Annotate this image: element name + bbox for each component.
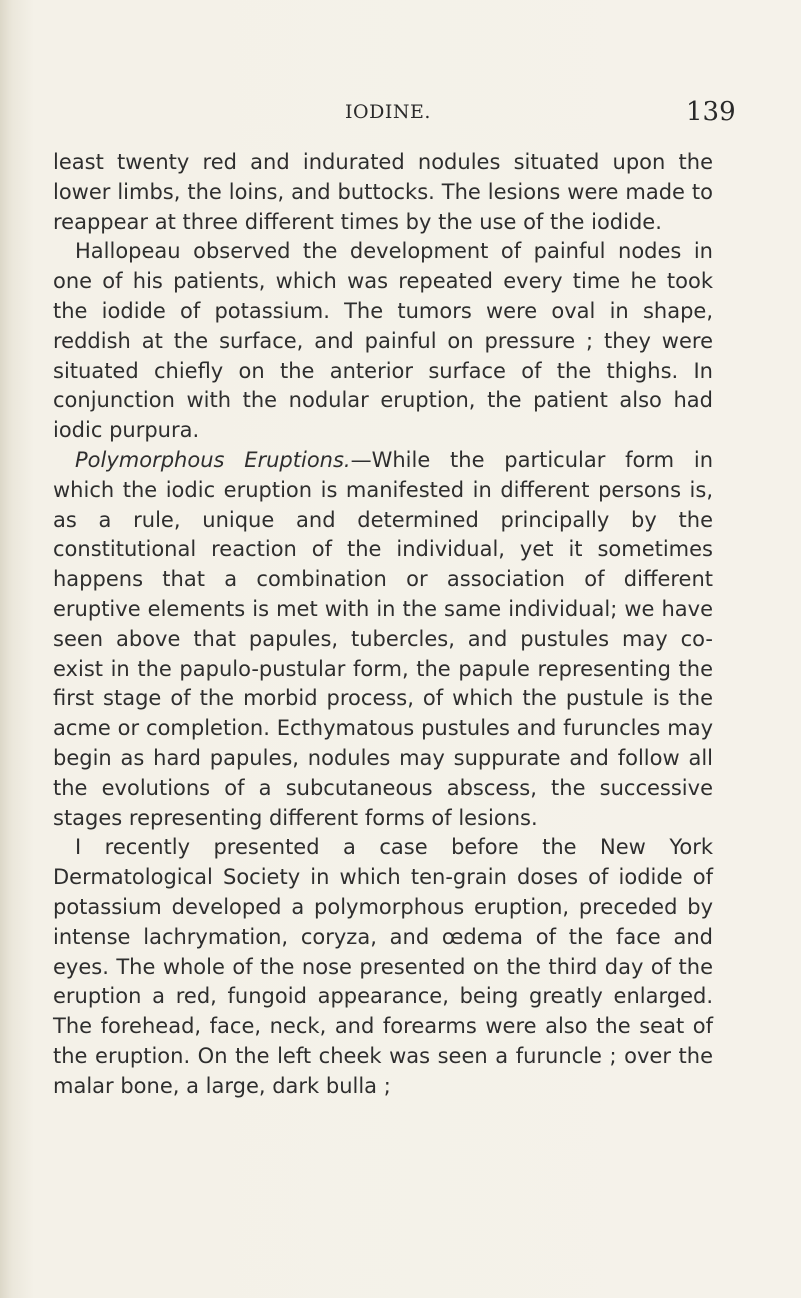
body-text	[53, 148, 713, 1102]
paragraph-text: Hallopeau observed the development of painful nodes in one of his patients, which was repeated every time he took the iodide of potassium. The tumors were oval in shape, reddish at the surface, and painful on pressure ; they were situated chiefly on the anterior surface of the thighs. In conjunction with the nodular eruption, the patient also had iodic purpura.	[53, 239, 713, 443]
paragraph-text: least twenty red and indurated nodules situated upon the lower limbs, the loins, and buttocks. The lesions were made to reappear at three different times by the use of the iodide.	[53, 150, 713, 234]
section-heading: Polymorphous Eruptions.	[75, 447, 351, 472]
paragraph-continued	[53, 148, 713, 237]
paragraph-polymorphous-eruptions	[53, 446, 713, 833]
page-number: 139	[686, 97, 736, 127]
page-header	[0, 97, 801, 131]
paragraph-case-report	[53, 833, 713, 1101]
paragraph-hallopeau	[53, 237, 713, 446]
paragraph-text: —While the particular form in which the iodic eruption is manifested in different persons is, as a rule, unique and determined principally by the constitutional reaction of the individual, yet it sometimes happens that a combination or association of different eruptive elements is met with in the same individual; we have seen above that papules, tubercles, and pustules may co-exist in the papulo-pustular form, the papule representing the first stage of the morbid process, of which the pustule is the acme or completion. Ecthymatous pustules and furuncles may begin as hard papules, nodules may suppurate and follow all the evolutions of a subcutaneous abscess, the successive stages representing different forms of lesions.	[53, 447, 713, 830]
paragraph-text: I recently presented a case before the New York Dermatological Society in which ten-grain doses of iodide of potassium developed a polymorphous eruption, preceded by intense lachrymation, coryza, and œdema of the face and eyes. The whole of the nose presented on the third day of the eruption a red, fungoid appearance, being greatly enlarged. The forehead, face, neck, and forearms were also the seat of the eruption. On the left cheek was seen a furuncle ; over the malar bone, a large, dark bulla ;	[53, 835, 713, 1098]
running-head: IODINE.	[345, 101, 431, 123]
